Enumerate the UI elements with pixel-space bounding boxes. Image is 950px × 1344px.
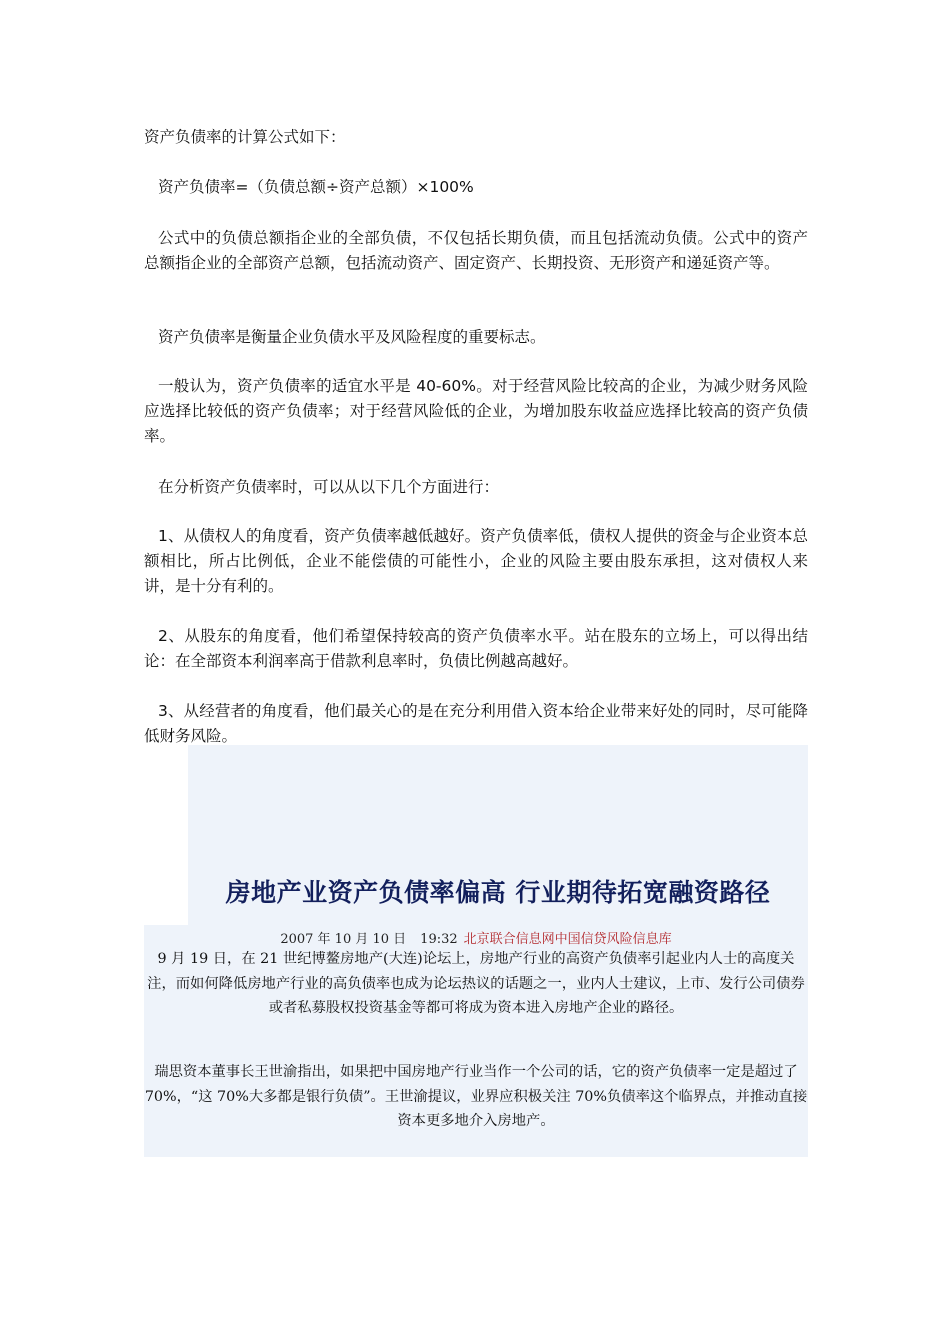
article-source-link[interactable]: 北京联合信息网中国信贷风险信息库 (463, 932, 672, 947)
paragraph-definition: 公式中的负债总额指企业的全部负债，不仅包括长期负债，而且包括流动负债。公式中的资产总额指企业的全部资产总额，包括流动资产、固定资产、长期投资、无形资产和递延资产等。 (144, 229, 808, 272)
article-title: 房地产业资产负债率偏高 行业期待拓宽融资路径 (225, 878, 771, 907)
article-body-panel (144, 925, 808, 1157)
paragraph-significance: 资产负债率是衡量企业负债水平及风险程度的重要标志。 (158, 328, 546, 346)
list-item-manager: 3、从经营者的角度看，他们最关心的是在充分利用借入资本给企业带来好处的同时，尽可能降低财务风险。 (144, 702, 808, 745)
list-item-creditor: 1、从债权人的角度看，资产负债率越低越好。资产负债率低，债权人提供的资金与企业资本总额相比，所占比例低，企业不能偿债的可能性小，企业的风险主要由股东承担，这对债权人来讲，是十分有利的。 (144, 527, 808, 595)
paragraph-suitable-level: 一般认为，资产负债率的适宜水平是 40-60%。对于经营风险比较高的企业，为减少财务风险应选择比较低的资产负债率；对于经营风险低的企业，为增加股东收益应选择比较高的资产负债率。 (144, 377, 808, 445)
list-item-shareholder: 2、从股东的角度看，他们希望保持较高的资产负债率水平。站在股东的立场上，可以得出结论：在全部资本利润率高于借款利息率时，负债比例越高越好。 (144, 627, 808, 670)
paragraph-analysis-intro: 在分析资产负债率时，可以从以下几个方面进行： (158, 478, 500, 496)
article-paragraph: 9 月 19 日，在 21 世纪博鳌房地产(大连)论坛上，房地产行业的高资产负债率引起业内人士的高度关注，而如何降低房地产行业的高负债率也成为论坛热议的话题之一，业内人士建议，上市、发行公司债券或者私募股权投资基金等都可将成为资本进入房地产企业的路径。 (147, 951, 805, 1016)
article-date: 2007 年 10 月 10 日 (280, 932, 407, 947)
article-title-panel (188, 745, 808, 925)
article-paragraph: 瑞思资本董事长王世渝指出，如果把中国房地产行业当作一个公司的话，它的资产负债率一定是超过了 70%，“这 70%大多都是银行负债”。王世渝提议，业界应积极关注 70%负债率这个临界点，并推动直接资本更多地介入房地产。 (144, 1064, 808, 1129)
article-time: 19:32 (420, 932, 458, 947)
formula-intro: 资产负债率的计算公式如下： (144, 128, 346, 146)
formula-line: 资产负债率=（负债总额÷资产总额）×100% (158, 178, 474, 196)
news-article (144, 745, 808, 1157)
